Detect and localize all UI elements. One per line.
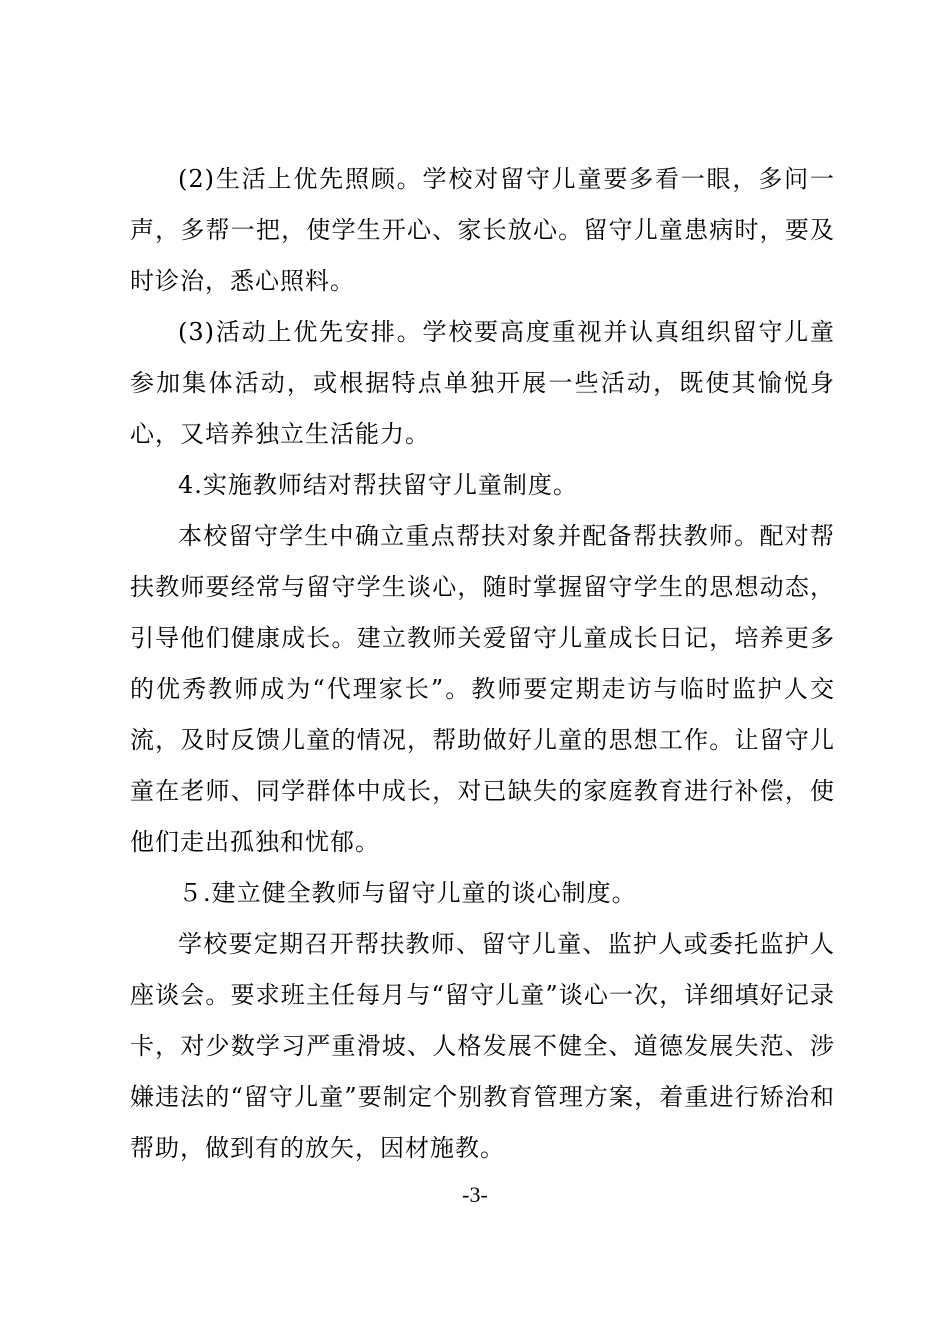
paragraph-activity-arrangement: (3)活动上优先安排。学校要高度重视并认真组织留守儿童参加集体活动，或根据特点单独开展一些活动，既使其愉悦身心，又培养独立生活能力。 — [130, 318, 835, 448]
section-heading-heart-to-heart-talk: ５.建立健全教师与留守儿童的谈心制度。 — [178, 879, 637, 907]
paragraph-life-care: (2)生活上优先照顾。学校对留守儿童要多看一眼，多问一声，多帮一把，使学生开心、家长放心。留守儿童患病时，要及时诊治，悉心照料。 — [130, 165, 835, 295]
document-body — [130, 154, 835, 1174]
paragraph-heart-to-heart-talk: 学校要定期召开帮扶教师、留守儿童、监护人或委托监护人座谈会。要求班主任每月与“留守儿童”谈心一次，详细填好记录卡，对少数学习严重滑坡、人格发展不健全、道德发展失范、涉嫌违法的“留守儿童”要制定个别教育管理方案，着重进行矫治和帮助，做到有的放矢，因材施教。 — [130, 930, 835, 1162]
paragraph-teacher-pairing: 本校留守学生中确立重点帮扶对象并配备帮扶教师。配对帮扶教师要经常与留守学生谈心，随时掌握留守学生的思想动态，引导他们健康成长。建立教师关爱留守儿童成长日记，培养更多的优秀教师成为“代理家长”。教师要定期走访与临时监护人交流，及时反馈儿童的情况，帮助做好儿童的思想工作。让留守儿童在老师、同学群体中成长，对已缺失的家庭教育进行补偿，使他们走出孤独和忧郁。 — [130, 522, 835, 856]
page-number: -3- — [462, 1182, 488, 1207]
section-heading-teacher-pairing: 4.实施教师结对帮扶留守儿童制度。 — [178, 471, 578, 499]
